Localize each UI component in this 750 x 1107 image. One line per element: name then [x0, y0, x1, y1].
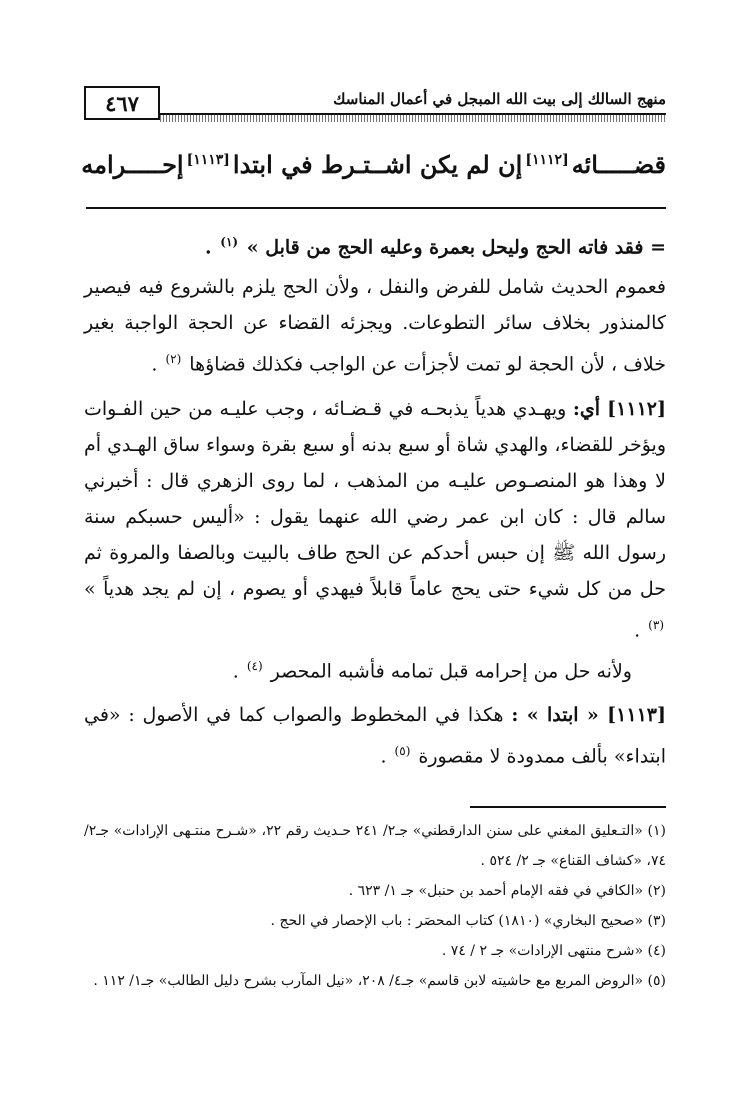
running-header: [84, 86, 666, 124]
matn-ref-1112: [١١١٢]: [525, 152, 569, 168]
footnote-marker: (١): [220, 235, 239, 249]
footnote: (٢) «الكافي في فقه الإمام أحمد بن حنبل» جـ ١/ ٦٢٣ .: [348, 883, 666, 899]
footnote-marker: (٣): [648, 617, 664, 632]
note-1112: [١١١٢] أي: ويهـدي هدياً يذبحـه في قـضـائه ، وجب عليـه من حين الفـوات ويؤخر للقضاء، والهدي شاة أو سبع بدنه أو سبع بقرة وسواء ساق الهـدي أم لا وهذا هو المنصـوص عليـه من المذهب ، لما روى الزهري قال : أخبرني سالم قال : كان ابن عمر رضي الله عنهما يقول : «أليس حسبكم سنة رسول الله ﷺ إن حبس أحدكم عن الحج طاف بالبيت وبالصفا والمروة ثم حل من كل شيء حتى يحج عاماً قابلاً فيهدي أو يصوم ، إن لم يجد هدياً » $^{(٣)}$ .: [84, 397, 666, 641]
footnote-marker: (٤): [246, 658, 263, 673]
running-title: منهج السالك إلى بيت الله المبجل في أعمال المناسك: [333, 90, 666, 108]
footnote: (١) «التـعليق المغني على سنن الدارقطني» جـ٢/ ٢٤١ حـديث رقم ٢٢، «شـرح منتـهى الإرادات» جـ٢/ ٧٤، «كشاف القناع» جـ ٢/ ٥٢٤ .: [84, 823, 666, 869]
footnote: (٤) «شرح منتهى الإرادات» جـ ٢ / ٧٤ .: [441, 943, 666, 959]
matn-text-line: [81, 150, 666, 192]
matn-ref-1113: [١١١٣]: [186, 152, 230, 168]
paragraph: فعموم الحديث شامل للفرض والنفل ، ولأن الحج يلزم بالشروع فيه فيصير كالمنذور بخلاف سائر التطوعات. ويجزئه القضاء عن الحجة الواجبة بغير خلاف ، لأن الحجة لو تمت لأجزأت عن الواجب فكذلك قضاؤها $^{(٢)}$ .: [84, 276, 666, 376]
footnote-marker: (٢): [165, 352, 182, 367]
matn-word-qadaih: قضـــــائه[١١١٢]: [525, 150, 666, 179]
commentary-body: [84, 224, 666, 775]
page-number: ٤٦٧: [84, 86, 160, 120]
footnotes: [84, 816, 666, 996]
footnote-marker: (٥): [394, 744, 411, 759]
matn-separator-rule: [86, 207, 666, 209]
note-heading: [١١١٢] أي:: [572, 397, 666, 420]
matn-middle: إن لم يكن اشــتـرط في ابتدا: [232, 150, 523, 179]
footnote-rule: [470, 806, 666, 808]
note-1113: [١١١٣] « ابتدا » : هكذا في المخطوط والصواب كما في الأصول : «في ابتداء» بألف ممدودة لا مقصورة $^{(٥)}$ .: [84, 704, 666, 768]
note-1112-continuation: ولأنه حل من إحرامه قبل تمامه فأشبه المحصر $^{(٤)}$ .: [232, 658, 632, 683]
matn-word-ihramih: [١١١٣]إحـــــرامه: [81, 150, 230, 179]
footnote: (٥) «الروض المربع مع حاشيته لابن قاسم» جـ٤/ ٢٠٨، «نيل المآرب بشرح دليل الطالب» جـ١/ ١١٢ .: [93, 973, 666, 989]
note-heading: [١١١٣] « ابتدا » :: [511, 704, 666, 727]
footnote: (٣) «صحيح البخاري» (١٨١٠) كتاب المحصَر : باب الإحصار في الحج .: [270, 913, 666, 929]
hadith-continuation: = فقد فاته الحج وليحل بعمرة وعليه الحج من قابل » $^{(١)}$ .: [205, 235, 666, 259]
header-rule: [160, 113, 666, 122]
